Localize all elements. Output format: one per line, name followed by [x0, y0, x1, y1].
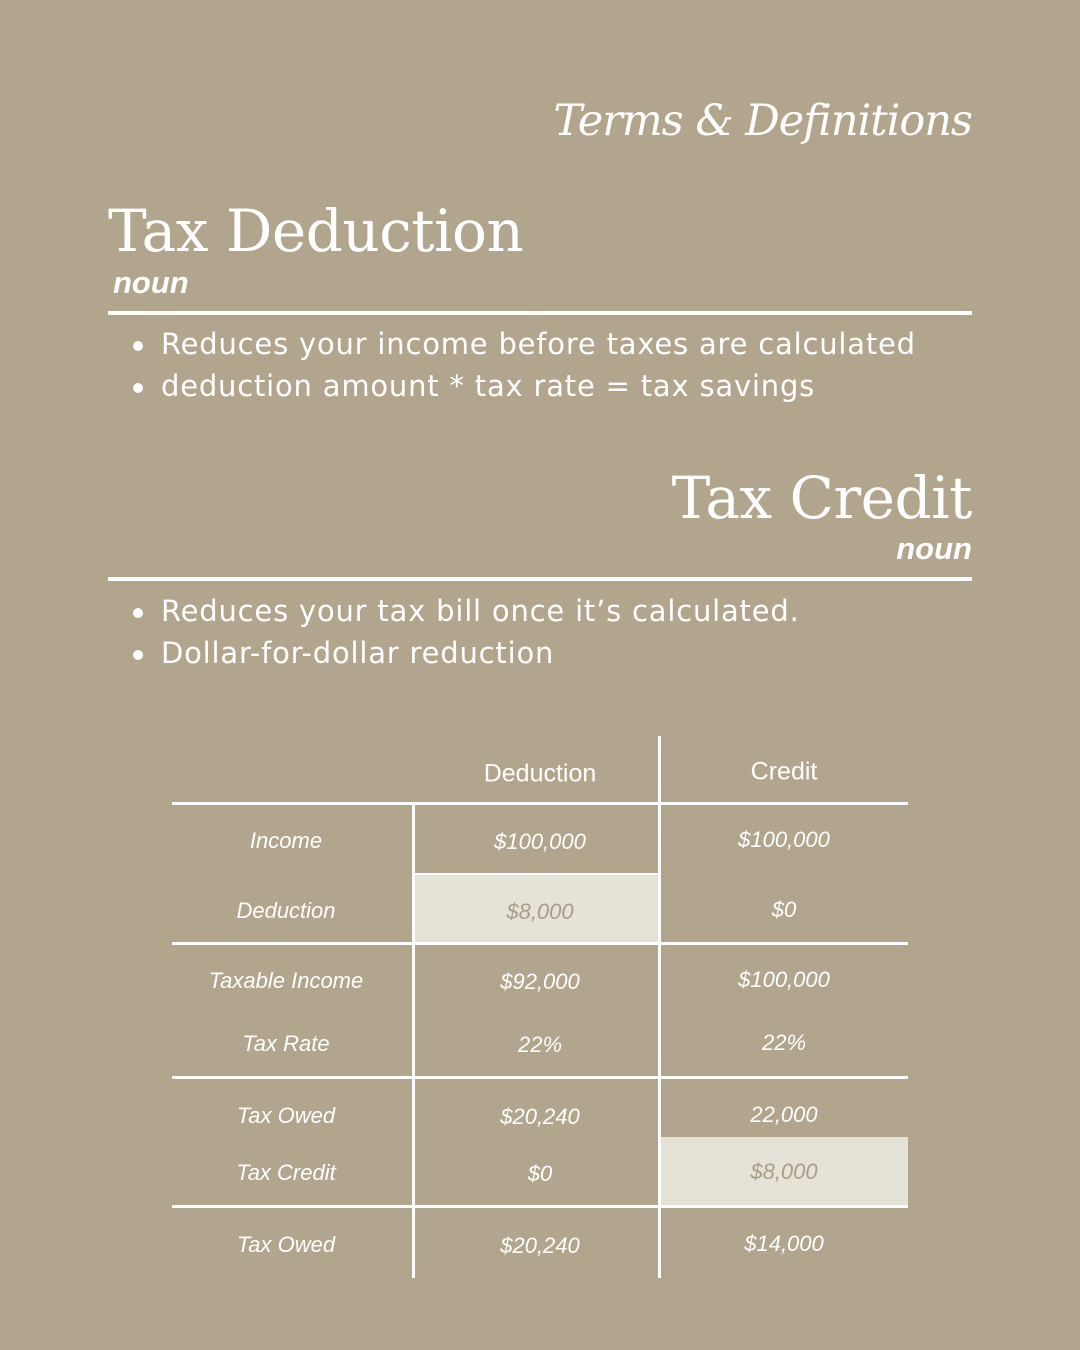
table-column-rule [658, 736, 661, 1278]
term-title-deduction: Tax Deduction [108, 197, 524, 265]
table-rule [414, 873, 659, 875]
deduction-value: $8,000 [506, 899, 574, 924]
credit-value: $8,000 [750, 1159, 818, 1184]
table-rule [172, 802, 908, 805]
table-rule [172, 942, 908, 945]
deduction-value: $92,000 [500, 969, 580, 994]
credit-value: 22,000 [750, 1102, 818, 1127]
table-column-rule [412, 802, 415, 1278]
bullet-item: Dollar-for-dollar reduction [130, 632, 800, 674]
deduction-value: 22% [517, 1032, 563, 1057]
deduction-value: $20,240 [500, 1104, 580, 1129]
credit-value: $100,000 [738, 967, 830, 992]
credit-value: 22% [761, 1030, 807, 1055]
bullet-list-deduction [130, 323, 916, 407]
row-label: Tax Owed [236, 1232, 336, 1257]
deduction-value: $0 [527, 1161, 553, 1186]
table-rule [172, 1205, 908, 1208]
row-label: Tax Credit [236, 1160, 336, 1185]
table-header-credit: Credit [750, 757, 818, 786]
part-of-speech-deduction: noun [113, 265, 189, 300]
table-header-deduction: Deduction [483, 759, 597, 788]
row-label: Tax Rate [242, 1031, 330, 1056]
credit-value: $0 [771, 897, 797, 922]
table-rule [172, 1076, 908, 1079]
deduction-value: $100,000 [494, 829, 586, 854]
row-label: Deduction [236, 898, 336, 923]
divider-deduction [108, 311, 972, 315]
term-title-credit: Tax Credit [671, 464, 972, 532]
section-tag: Terms & Definitions [553, 96, 972, 146]
row-label: Taxable Income [208, 968, 364, 993]
part-of-speech-credit: noun [896, 531, 972, 566]
row-label: Income [249, 828, 323, 853]
divider-credit [108, 577, 972, 581]
row-label: Tax Owed [236, 1103, 336, 1128]
credit-value: $14,000 [744, 1231, 824, 1256]
bullet-item: Reduces your tax bill once it’s calculated. [130, 590, 800, 632]
credit-value: $100,000 [738, 827, 830, 852]
bullet-item: Reduces your income before taxes are calculated [130, 323, 916, 365]
bullet-item: deduction amount * tax rate = tax savings [130, 365, 916, 407]
bullet-list-credit [130, 590, 800, 674]
deduction-value: $20,240 [500, 1233, 580, 1258]
